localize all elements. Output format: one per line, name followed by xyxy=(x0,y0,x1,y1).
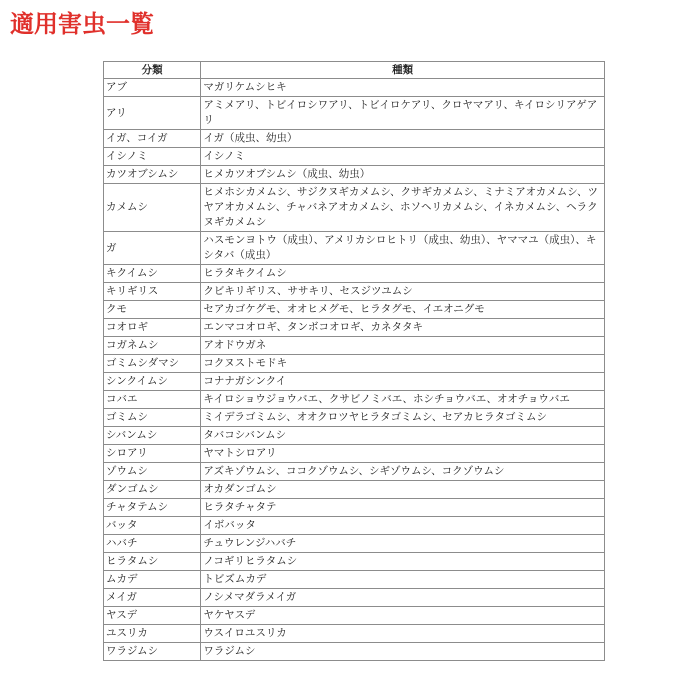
category-cell: キクイムシ xyxy=(104,265,201,283)
category-cell: シバンムシ xyxy=(104,427,201,445)
kinds-cell: ミイデラゴミムシ、オオクロツヤヒラタゴミムシ、セアカヒラタゴミムシ xyxy=(201,409,605,427)
kinds-cell: イシノミ xyxy=(201,148,605,166)
table-row xyxy=(104,337,605,355)
category-cell: アブ xyxy=(104,79,201,97)
table-row xyxy=(104,517,605,535)
table-row xyxy=(104,355,605,373)
table-row xyxy=(104,589,605,607)
kinds-cell: ヤケヤスデ xyxy=(201,607,605,625)
kinds-cell: エンマコオロギ、タンボコオロギ、カネタタキ xyxy=(201,319,605,337)
kinds-cell: アオドウガネ xyxy=(201,337,605,355)
table-row xyxy=(104,625,605,643)
kinds-cell: ハスモンヨトウ（成虫）、アメリカシロヒトリ（成虫、幼虫）、ヤママユ（成虫）、キシタバ（成虫） xyxy=(201,232,605,265)
table-row xyxy=(104,607,605,625)
table-row xyxy=(104,643,605,661)
category-cell: シンクイムシ xyxy=(104,373,201,391)
category-cell: クモ xyxy=(104,301,201,319)
table-row xyxy=(104,373,605,391)
category-cell: ヒラタムシ xyxy=(104,553,201,571)
category-cell: ゾウムシ xyxy=(104,463,201,481)
kinds-cell: クビキリギリス、ササキリ、セスジツユムシ xyxy=(201,283,605,301)
kinds-cell: ヒメホシカメムシ、サジクヌギカメムシ、クサギカメムシ、ミナミアオカメムシ、ツヤアオカメムシ、チャバネアオカメムシ、ホソヘリカメムシ、イネカメムシ、ヘラクヌギカメムシ xyxy=(201,184,605,232)
category-cell: シロアリ xyxy=(104,445,201,463)
kinds-cell: イガ（成虫、幼虫） xyxy=(201,130,605,148)
kinds-cell: ヒメカツオブシムシ（成虫、幼虫） xyxy=(201,166,605,184)
table-row xyxy=(104,301,605,319)
category-cell: コガネムシ xyxy=(104,337,201,355)
category-cell: ゴミムシダマシ xyxy=(104,355,201,373)
category-cell: ハバチ xyxy=(104,535,201,553)
kinds-cell: ノシメマダラメイガ xyxy=(201,589,605,607)
category-cell: ワラジムシ xyxy=(104,643,201,661)
kinds-cell: マガリケムシヒキ xyxy=(201,79,605,97)
kinds-cell: ヤマトシロアリ xyxy=(201,445,605,463)
category-cell: ムカデ xyxy=(104,571,201,589)
category-cell: ダンゴムシ xyxy=(104,481,201,499)
kinds-cell: コナナガシンクイ xyxy=(201,373,605,391)
table-body xyxy=(104,79,605,661)
category-cell: キリギリス xyxy=(104,283,201,301)
table-row xyxy=(104,409,605,427)
table-row xyxy=(104,535,605,553)
kinds-cell: オカダンゴムシ xyxy=(201,481,605,499)
header-category: 分類 xyxy=(104,62,201,79)
category-cell: チャタテムシ xyxy=(104,499,201,517)
table-row xyxy=(104,571,605,589)
kinds-cell: キイロショウジョウバエ、クサビノミバエ、ホシチョウバエ、オオチョウバエ xyxy=(201,391,605,409)
category-cell: イシノミ xyxy=(104,148,201,166)
category-cell: ヤスデ xyxy=(104,607,201,625)
table-row xyxy=(104,148,605,166)
table-row xyxy=(104,166,605,184)
pest-table xyxy=(103,61,605,661)
category-cell: コバエ xyxy=(104,391,201,409)
table-row xyxy=(104,553,605,571)
table-row xyxy=(104,184,605,232)
kinds-cell: ヒラタチャタテ xyxy=(201,499,605,517)
kinds-cell: コクヌストモドキ xyxy=(201,355,605,373)
category-cell: カメムシ xyxy=(104,184,201,232)
category-cell: ガ xyxy=(104,232,201,265)
table-row xyxy=(104,283,605,301)
page-title: 適用害虫一覧 xyxy=(10,10,154,38)
kinds-cell: ワラジムシ xyxy=(201,643,605,661)
kinds-cell: イボバッタ xyxy=(201,517,605,535)
table-row xyxy=(104,232,605,265)
category-cell: アリ xyxy=(104,97,201,130)
table-row xyxy=(104,481,605,499)
table-row xyxy=(104,319,605,337)
kinds-cell: チュウレンジハバチ xyxy=(201,535,605,553)
category-cell: ユスリカ xyxy=(104,625,201,643)
table-row xyxy=(104,391,605,409)
category-cell: メイガ xyxy=(104,589,201,607)
table-header-row xyxy=(104,62,605,79)
kinds-cell: ウスイロユスリカ xyxy=(201,625,605,643)
table-row xyxy=(104,97,605,130)
kinds-cell: ヒラタキクイムシ xyxy=(201,265,605,283)
category-cell: コオロギ xyxy=(104,319,201,337)
kinds-cell: アミメアリ、トビイロシワアリ、トビイロケアリ、クロヤマアリ、キイロシリアゲアリ xyxy=(201,97,605,130)
category-cell: ゴミムシ xyxy=(104,409,201,427)
kinds-cell: タバコシバンムシ xyxy=(201,427,605,445)
table-row xyxy=(104,265,605,283)
category-cell: カツオブシムシ xyxy=(104,166,201,184)
table-row xyxy=(104,499,605,517)
table-row xyxy=(104,79,605,97)
kinds-cell: セアカゴケグモ、オオヒメグモ、ヒラタグモ、イエオニグモ xyxy=(201,301,605,319)
kinds-cell: ノコギリヒラタムシ xyxy=(201,553,605,571)
table-row xyxy=(104,463,605,481)
kinds-cell: アズキゾウムシ、ココクゾウムシ、シギゾウムシ、コクゾウムシ xyxy=(201,463,605,481)
table-row xyxy=(104,130,605,148)
category-cell: バッタ xyxy=(104,517,201,535)
kinds-cell: トビズムカデ xyxy=(201,571,605,589)
category-cell: イガ、コイガ xyxy=(104,130,201,148)
table-row xyxy=(104,445,605,463)
table-row xyxy=(104,427,605,445)
header-kinds: 種類 xyxy=(201,62,605,79)
